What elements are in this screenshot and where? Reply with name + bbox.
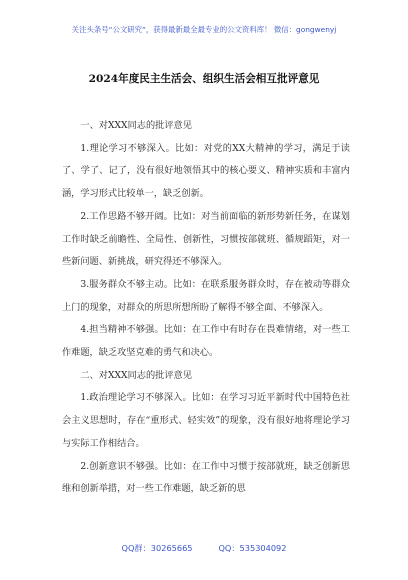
paragraph: 4.担当精神不够强。比如：在工作中有时存在畏难情绪，对一些工作难题，缺乏攻坚克难的勇气和决心。 xyxy=(62,324,350,359)
qq-number: QQ：535304092 xyxy=(218,543,287,553)
qq-group-number: QQ群：30265665 xyxy=(121,543,193,553)
paragraph: 1.理论学习不够深入。比如：对党的XX大精神的学习，满足于读了、学了、记了，没有很好地领悟其中的核心要义、精神实质和丰富内涵，学习形式比较单一，缺乏创新。 xyxy=(62,142,350,200)
paragraph: 1.政治理论学习不够深入。比如：在学习习近平新时代中国特色社会主义思想时，存在“重形式、轻实效”的现象，没有很好地将理论学习与实际工作相结合。 xyxy=(62,392,350,449)
paragraph: 2.工作思路不够开阔。比如：对当前面临的新形势新任务，在谋划工作时缺乏前瞻性、全局性、创新性，习惯按部就班、循规蹈矩，对一些新问题、新挑战，研究得还不够深入。 xyxy=(62,210,350,268)
promo-banner: 关注头条号“公文研究”，获得最新最全最专业的公文资料库！ 微信：gongwenyj xyxy=(71,25,337,34)
paragraph: 2.创新意识不够强。比如：在工作中习惯于按部就班，缺乏创新思维和创新举措，对一些工作难题，缺乏新的思 xyxy=(62,460,350,495)
document-body xyxy=(62,115,350,501)
section-heading-1: 一、对XXX同志的批评意见 xyxy=(80,120,192,131)
section-heading-2: 二、对XXX同志的批评意见 xyxy=(80,369,192,381)
page-footer xyxy=(0,543,408,554)
paragraph: 3.服务群众不够主动。比如：在联系服务群众时，存在被动等群众上门的现象，对群众的所思所想所盼了解得不够全面、不够深入。 xyxy=(62,278,350,313)
document-title: 2024年度民主生活会、组织生活会相互批评意见 xyxy=(88,73,320,85)
